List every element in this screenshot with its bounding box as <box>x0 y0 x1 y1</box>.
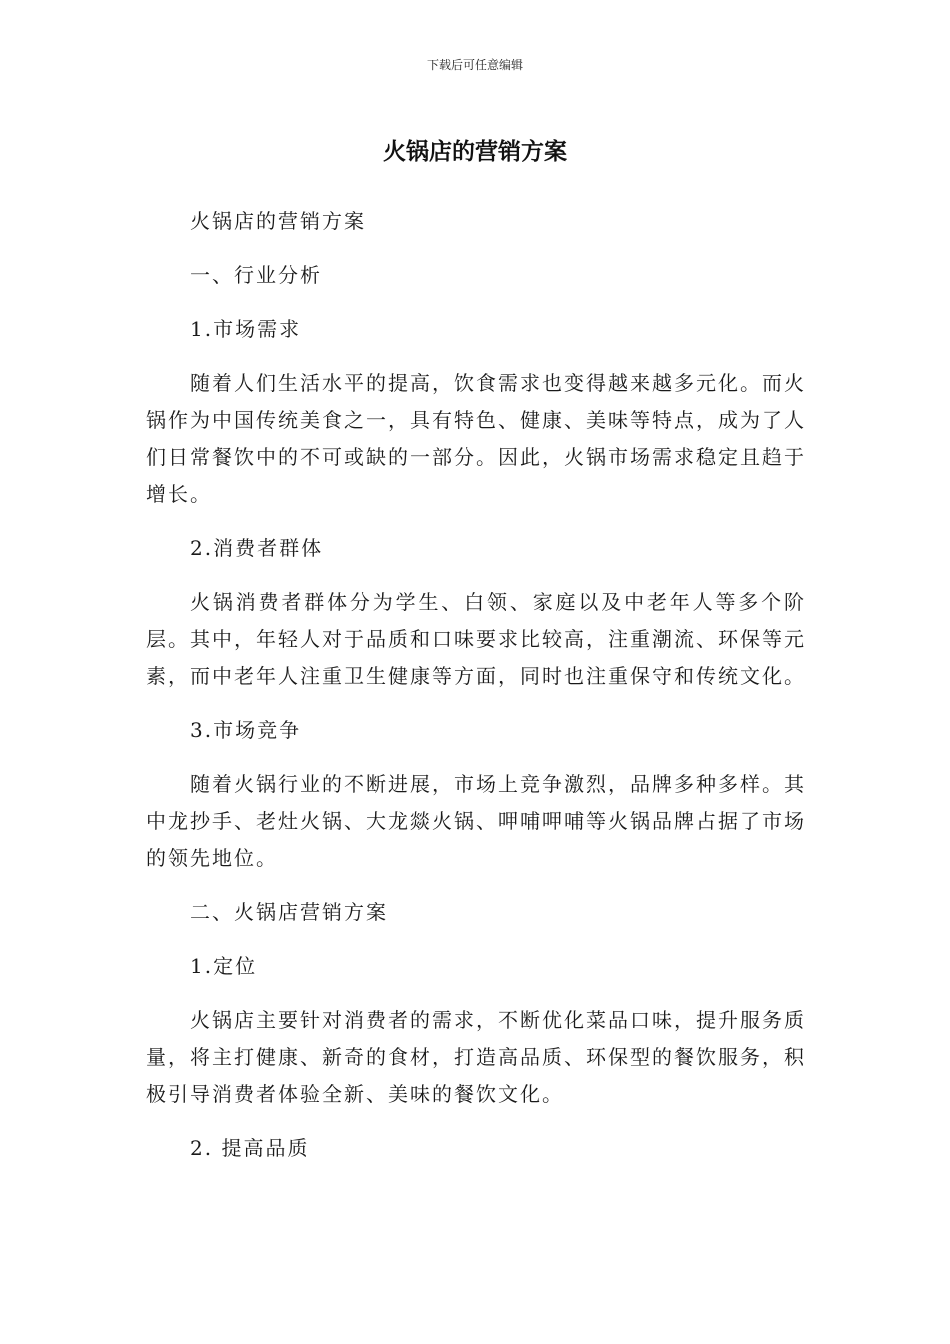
subheading-market-competition: 3.市场竞争 <box>190 718 302 742</box>
paragraph-consumer-groups: 火锅消费者群体分为学生、白领、家庭以及中老年人等多个阶层。其中，年轻人对于品质和口味要求比较高，注重潮流、环保等元素，而中老年人注重卫生健康等方面，同时也注重保守和传统文化。 <box>146 590 806 688</box>
paragraph-market-competition: 随着火锅行业的不断进展，市场上竞争激烈，品牌多种多样。其中龙抄手、老灶火锅、大龙燚火锅、呷哺呷哺等火锅品牌占据了市场的领先地位。 <box>146 772 806 870</box>
section-heading-industry-analysis: 一、行业分析 <box>190 263 322 287</box>
document-title: 火锅店的营销方案 <box>383 139 567 165</box>
document-body <box>146 203 806 1184</box>
subheading-market-demand: 1.市场需求 <box>190 317 302 341</box>
body-subtitle: 火锅店的营销方案 <box>190 209 366 233</box>
section-heading-marketing-plan: 二、火锅店营销方案 <box>190 900 388 924</box>
subheading-positioning: 1.定位 <box>190 954 258 978</box>
subheading-consumer-groups: 2.消费者群体 <box>190 536 324 560</box>
paragraph-positioning: 火锅店主要针对消费者的需求，不断优化菜品口味，提升服务质量，将主打健康、新奇的食材，打造高品质、环保型的餐饮服务，积极引导消费者体验全新、美味的餐饮文化。 <box>146 1008 806 1106</box>
subheading-improve-quality: 2. 提高品质 <box>190 1136 310 1160</box>
header-note: 下载后可任意编辑 <box>426 58 523 72</box>
paragraph-market-demand: 随着人们生活水平的提高，饮食需求也变得越来越多元化。而火锅作为中国传统美食之一，具有特色、健康、美味等特点，成为了人们日常餐饮中的不可或缺的一部分。因此，火锅市场需求稳定且趋于增长。 <box>146 371 806 506</box>
